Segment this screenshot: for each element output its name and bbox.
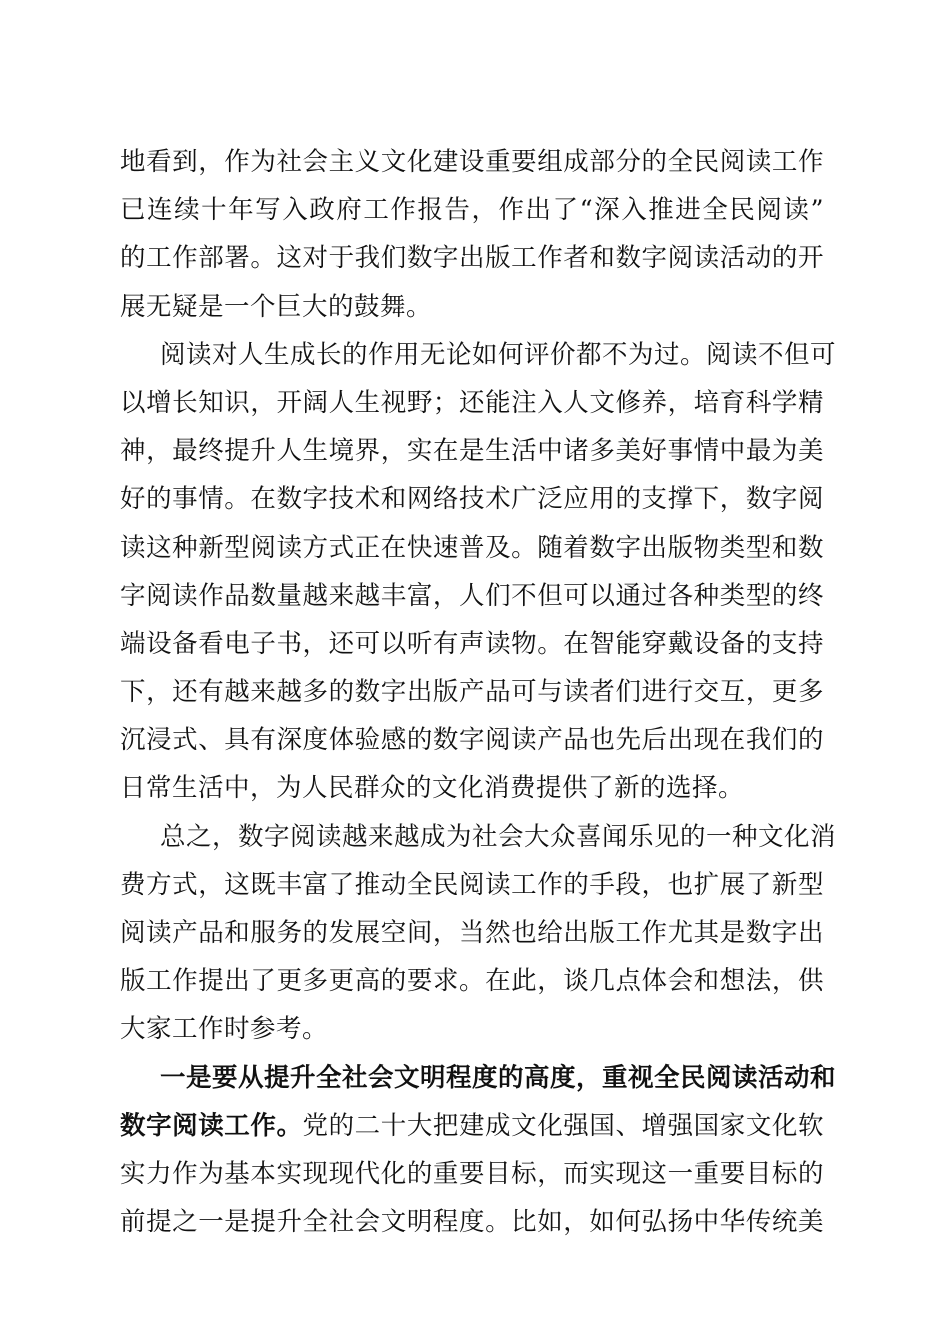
- text-line: 费方式，这既丰富了推动全民阅读工作的手段，也扩展了新型: [120, 869, 824, 900]
- document-page: [120, 138, 837, 1246]
- text-line: 神，最终提升人生境界，实在是生活中诸多美好事情中最为美: [120, 436, 824, 467]
- text-line: 已连续十年写入政府工作报告，作出了“深入推进全民阅读”: [120, 195, 824, 226]
- text-line: 阅读对人生成长的作用无论如何评价都不为过。阅读不但可: [160, 339, 837, 370]
- text-line: 展无疑是一个巨大的鼓舞。: [120, 291, 433, 322]
- text-line: 前提之一是提升全社会文明程度。比如，如何弘扬中华传统美: [120, 1207, 824, 1238]
- text-line: 以增长知识，开阔人生视野；还能注入人文修养，培育科学精: [120, 387, 824, 418]
- text-line: 读这种新型阅读方式正在快速普及。随着数字出版物类型和数: [120, 532, 824, 563]
- mixed-line: [120, 1102, 824, 1150]
- text-run: 党的二十大把建成文化强国、增强国家文化软: [302, 1110, 824, 1141]
- bold-heading-line: 一是要从提升全社会文明程度的高度，重视全民阅读活动和: [160, 1062, 837, 1093]
- text-line: 好的事情。在数字技术和网络技术广泛应用的支撑下，数字阅: [120, 484, 824, 515]
- paragraph-4: [120, 1054, 837, 1247]
- text-line: 沉浸式、具有深度体验感的数字阅读产品也先后出现在我们的: [120, 725, 824, 756]
- paragraph-3: [120, 813, 837, 1054]
- text-line: 版工作提出了更多更高的要求。在此，谈几点体会和想法，供: [120, 966, 824, 997]
- text-line: 的工作部署。这对于我们数字出版工作者和数字阅读活动的开: [120, 243, 824, 274]
- text-line: 总之，数字阅读越来越成为社会大众喜闻乐见的一种文化消: [160, 821, 837, 852]
- text-line: 端设备看电子书，还可以听有声读物。在智能穿戴设备的支持: [120, 628, 824, 659]
- text-line: 字阅读作品数量越来越丰富，人们不但可以通过各种类型的终: [120, 580, 824, 611]
- text-line: 大家工作时参考。: [120, 1014, 329, 1045]
- paragraph-1: [120, 138, 824, 331]
- text-line: 实力作为基本实现现代化的重要目标，而实现这一重要目标的: [120, 1158, 824, 1189]
- text-line: 日常生活中，为人民群众的文化消费提供了新的选择。: [120, 773, 745, 804]
- text-line: 下，还有越来越多的数字出版产品可与读者们进行交互，更多: [120, 677, 824, 708]
- text-line: 地看到，作为社会主义文化建设重要组成部分的全民阅读工作: [120, 147, 824, 177]
- paragraph-2: [120, 331, 837, 813]
- bold-heading-end: 数字阅读工作。: [120, 1110, 303, 1141]
- text-line: 阅读产品和服务的发展空间，当然也给出版工作尤其是数字出: [120, 918, 824, 948]
